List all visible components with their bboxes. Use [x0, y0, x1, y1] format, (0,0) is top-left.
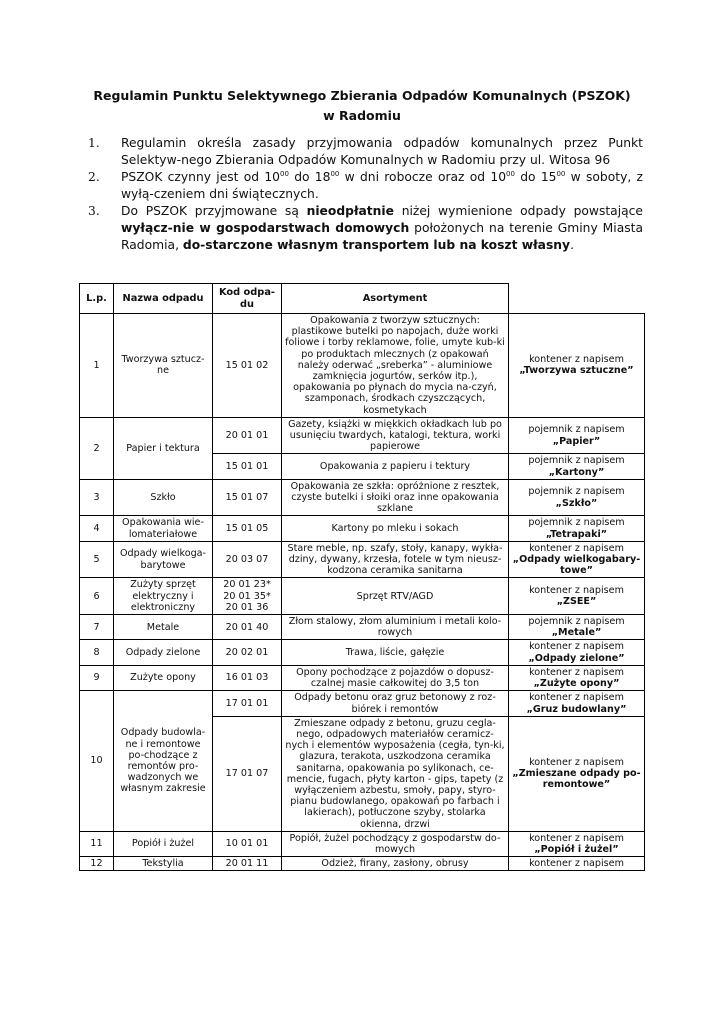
row-container: kontener z napisem „Odpady wielkogabary-towe” — [509, 541, 645, 578]
row-lp: 7 — [80, 615, 114, 640]
row-lp: 2 — [80, 417, 114, 479]
table-row — [80, 665, 645, 690]
row-name: Zużyty sprzęt elektryczny i elektroniczny — [114, 578, 213, 615]
rule-text: Regulamin określa zasady przyjmowania odpadów komunalnych przez Punkt Selektyw-nego Zbierania Odpadów Komunalnych w Radomiu przy ul. Witosa 96 — [121, 136, 643, 167]
rule-number: 2. — [88, 170, 100, 184]
row-container: pojemnik z napisem „Szkło” — [509, 479, 645, 516]
row-container: pojemnik z napisem „Metale” — [509, 615, 645, 640]
table-row — [80, 640, 645, 665]
header-name: Nazwa odpadu — [114, 284, 213, 314]
row-container: kontener z napisem „Tworzywa sztuczne” — [509, 314, 645, 418]
table-row — [80, 417, 645, 454]
row-container: kontener z napisem „Odpady zielone” — [509, 640, 645, 665]
row-name: Odpady wielkoga-barytowe — [114, 541, 213, 578]
table-row — [80, 314, 645, 418]
row-assortment: Opony pochodzące z pojazdów o dopusz-czalnej masie całkowitej do 3,5 ton — [282, 665, 509, 690]
header-code: Kod odpa-du — [213, 284, 282, 314]
row-code: 16 01 03 — [213, 665, 282, 690]
table-row — [80, 615, 645, 640]
row-assortment: Sprzęt RTV/AGD — [282, 578, 509, 615]
header-assortment: Asortyment — [282, 284, 509, 314]
row-code: 20 01 01 — [213, 417, 282, 454]
row-code: 20 02 01 — [213, 640, 282, 665]
row-container: pojemnik z napisem „Kartony” — [509, 454, 645, 479]
row-assortment: Opakowania ze szkła: opróżnione z resztek, czyste butelki i słoiki oraz inne opakowania szklane — [282, 479, 509, 516]
row-lp: 12 — [80, 857, 114, 871]
title-line-1: Regulamin Punktu Selektywnego Zbierania Odpadów Komunalnych (PSZOK) — [93, 88, 631, 103]
table-row — [80, 541, 645, 578]
row-lp: 10 — [80, 691, 114, 831]
rule-number: 1. — [88, 136, 100, 150]
row-lp: 6 — [80, 578, 114, 615]
row-assortment: Opakowania z tworzyw sztucznych: plastikowe butelki po napojach, duże worki foliowe i torby reklamowe, folie, umyte kub-ki po produktach mlecznych (z opakowań należy oderwać „sreberka” - aluminiowe zamknięcia jogurtów, serków itp.), opakowania po płynach do mycia na-czyń, szamponach, środkach czyszczących, kosmetykach — [282, 314, 509, 418]
row-code: 15 01 01 — [213, 454, 282, 479]
rule-item — [88, 135, 643, 169]
row-code: 20 01 23* 20 01 35* 20 01 36 — [213, 578, 282, 615]
row-name: Odpady zielone — [114, 640, 213, 665]
header-lp: L.p. — [80, 284, 114, 314]
table-header-row — [80, 284, 645, 314]
rule-text: Do PSZOK przyjmowane są nieodpłatnie niżej wymienione odpady powstające wyłącz-nie w gospodarstwach domowych położonych na terenie Gminy Miasta Radomia, do-starczone własnym transportem lub na koszt własny. — [121, 204, 643, 252]
row-container: kontener z napisem „Zużyte opony” — [509, 665, 645, 690]
row-code: 15 01 05 — [213, 516, 282, 541]
row-assortment: Odzież, firany, zasłony, obrusy — [282, 857, 509, 871]
rule-text: PSZOK czynny jest od $10^{00}$ do $18^{00}$ w dni robocze oraz od $10^{00}$ do $15^{00}$ w soboty, z wyłą-czeniem dni świątecznych. — [121, 170, 643, 201]
row-container: kontener z napisem „Popiół i żużel” — [509, 831, 645, 856]
row-name: Szkło — [114, 479, 213, 516]
row-code: 20 01 11 — [213, 857, 282, 871]
row-code: 20 03 07 — [213, 541, 282, 578]
waste-table — [79, 283, 645, 871]
row-name: Popiół i żużel — [114, 831, 213, 856]
row-lp: 11 — [80, 831, 114, 856]
row-lp: 4 — [80, 516, 114, 541]
row-container: pojemnik z napisem „Tetrapaki” — [509, 516, 645, 541]
table-row — [80, 479, 645, 516]
row-code: 17 01 01 — [213, 691, 282, 716]
row-assortment: Stare meble, np. szafy, stoły, kanapy, wykła-dziny, dywany, krzesła, fotele w tym nieusz-kodzona ceramika sanitarna — [282, 541, 509, 578]
rule-item — [88, 169, 643, 203]
row-code: 10 01 01 — [213, 831, 282, 856]
row-assortment: Popiół, żużel pochodzący z gospodarstw do-mowych — [282, 831, 509, 856]
row-code: 15 01 02 — [213, 314, 282, 418]
table-row — [80, 516, 645, 541]
row-container: kontener z napisem — [509, 857, 645, 871]
row-code: 20 01 40 — [213, 615, 282, 640]
table-row — [80, 691, 645, 716]
row-code: 17 01 07 — [213, 716, 282, 831]
rules-list — [88, 135, 643, 254]
row-lp: 9 — [80, 665, 114, 690]
document-title — [0, 86, 724, 126]
row-assortment: Kartony po mleku i sokach — [282, 516, 509, 541]
title-line-2: w Radomiu — [323, 108, 401, 123]
row-lp: 5 — [80, 541, 114, 578]
row-assortment: Zmieszane odpady z betonu, gruzu cegla-nego, odpadowych materiałów ceramicz-nych i elementów wyposażenia (cegła, tyn-ki, glazura, terakota, uszkodzona ceramika sanitarna, opakowania po sylikonach, ce-mencie, fugach, płyty karton - gips, tapety (z wyłączeniem azbestu, smoły, papy, styro-pianu budowlanego, opakowań po farbach i lakierach), potłuczone szyby, stolarka okienna, drzwi — [282, 716, 509, 831]
rule-item — [88, 203, 643, 254]
row-name: Zużyte opony — [114, 665, 213, 690]
row-lp: 1 — [80, 314, 114, 418]
row-name: Tekstylia — [114, 857, 213, 871]
row-name: Opakowania wie-lomateriałowe — [114, 516, 213, 541]
row-lp: 3 — [80, 479, 114, 516]
row-name: Tworzywa sztucz-ne — [114, 314, 213, 418]
row-lp: 8 — [80, 640, 114, 665]
row-code: 15 01 07 — [213, 479, 282, 516]
row-name: Metale — [114, 615, 213, 640]
row-name: Odpady budowla-ne i remontowe po-chodzące z remontów pro-wadzonych we własnym zakresie — [114, 691, 213, 831]
rule-number: 3. — [88, 204, 100, 218]
row-container: pojemnik z napisem „Papier” — [509, 417, 645, 454]
table-row — [80, 857, 645, 871]
row-container: kontener z napisem „Zmieszane odpady po-remontowe” — [509, 716, 645, 831]
row-assortment: Gazety, książki w miękkich okładkach lub po usunięciu twardych, katalogi, tektura, worki papierowe — [282, 417, 509, 454]
row-assortment: Złom stalowy, złom aluminium i metali kolo-rowych — [282, 615, 509, 640]
row-assortment: Odpady betonu oraz gruz betonowy z roz-biórek i remontów — [282, 691, 509, 716]
header-blank — [509, 284, 645, 314]
row-name: Papier i tektura — [114, 417, 213, 479]
row-assortment: Trawa, liście, gałęzie — [282, 640, 509, 665]
row-assortment: Opakowania z papieru i tektury — [282, 454, 509, 479]
table-row — [80, 831, 645, 856]
row-container: kontener z napisem „Gruz budowlany” — [509, 691, 645, 716]
table-row — [80, 578, 645, 615]
row-container: kontener z napisem „ZSEE” — [509, 578, 645, 615]
